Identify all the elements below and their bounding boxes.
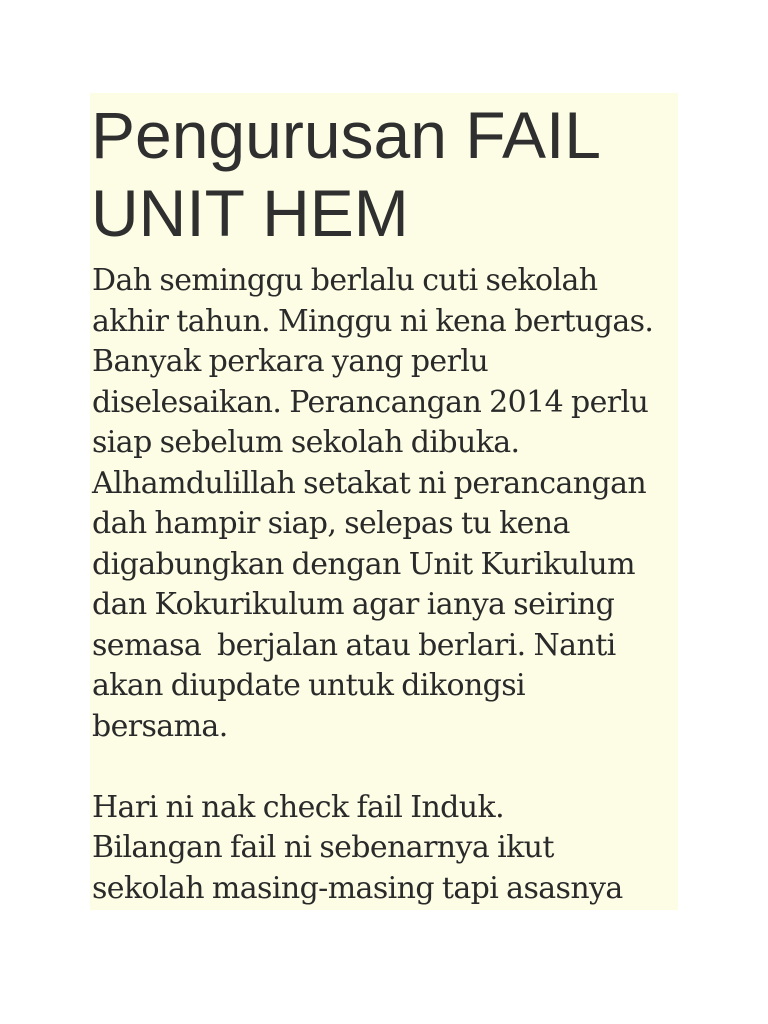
paragraph-gap (92, 747, 678, 788)
body-line: akhir tahun. Minggu ni kena bertugas. (92, 303, 654, 339)
body-line: siap sebelum sekolah dibuka. (92, 425, 520, 460)
document-title (91, 96, 677, 252)
body-line: dah hampir siap, selepas tu kena (92, 506, 570, 541)
body-line: Banyak perkara yang perlu (92, 344, 489, 379)
paragraph-1 (92, 261, 678, 747)
title-line: UNIT HEM (91, 176, 409, 250)
document-page (90, 93, 678, 910)
document-body (92, 261, 678, 909)
paragraph-2 (92, 788, 678, 910)
body-line: Dah seminggu berlalu cuti sekolah (92, 263, 598, 298)
body-line: digabungkan dengan Unit Kurikulum (92, 546, 635, 582)
body-line: bersama. (92, 708, 228, 744)
body-line: diselesaikan. Perancangan 2014 perlu (92, 384, 649, 420)
body-line: Hari ni nak check fail Induk. (92, 789, 505, 825)
body-line: semasa berjalan atau berlari. Nanti (92, 627, 616, 663)
body-line: sekolah masing-masing tapi asasnya (92, 870, 623, 906)
body-line: akan diupdate untuk dikongsi (92, 668, 526, 703)
body-line: Alhamdulillah setakat ni perancangan (92, 465, 647, 501)
body-line: Bilangan fail ni sebenarnya ikut (92, 830, 554, 865)
body-line: dan Kokurikulum agar ianya seiring (92, 587, 615, 622)
title-line: Pengurusan FAIL (91, 98, 602, 172)
